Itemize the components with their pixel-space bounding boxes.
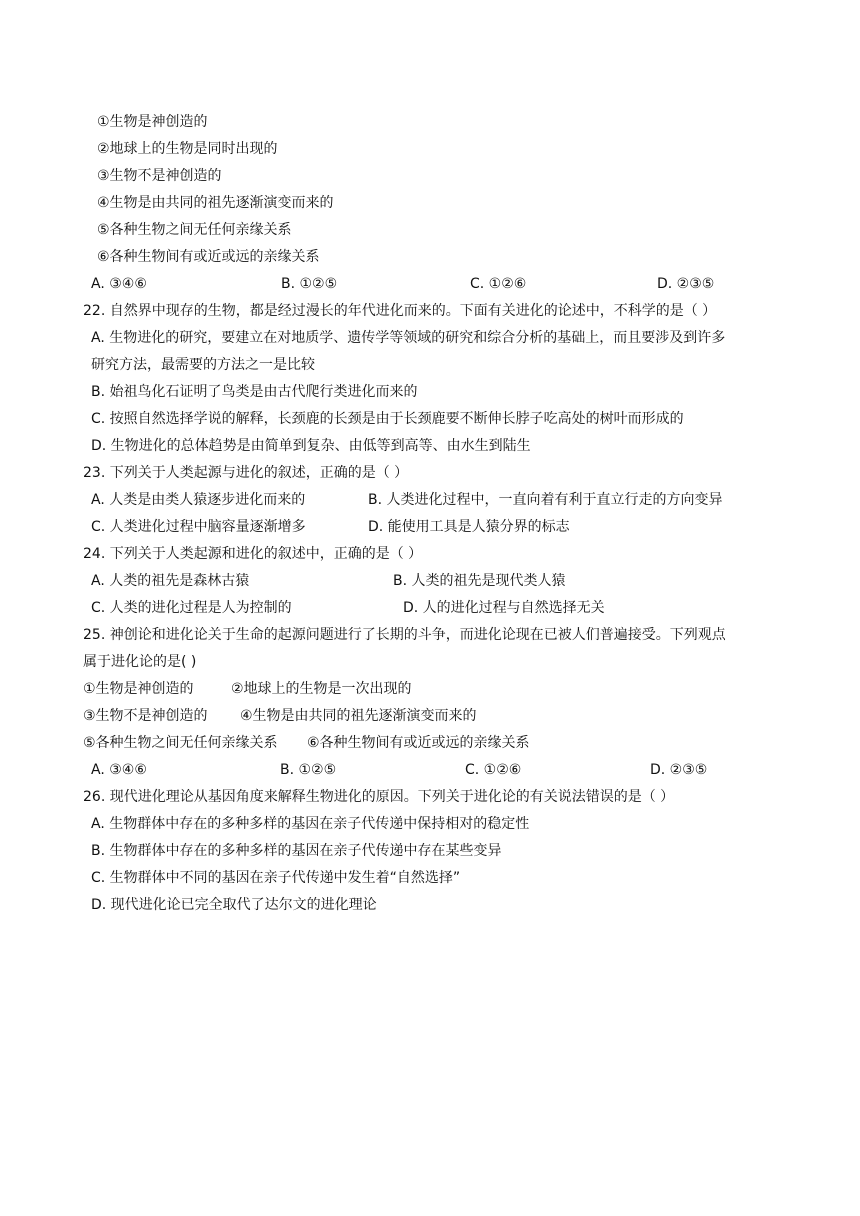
q21-statement-3: ③生物不是神创造的 [97,168,222,184]
q25-statement-5: ⑤各种生物之间无任何亲缘关系 [83,735,278,751]
q25-stem-continued: 属于进化论的是( ) [83,654,197,670]
q25-stem: 25. 神创论和进化论关于生命的起源问题进行了长期的斗争，而进化论现在已被人们普遍接受。下列观点 [83,627,726,643]
q26-option-c[interactable]: C. 生物群体中不同的基因在亲子代传递中发生着“自然选择” [91,870,461,886]
q25-statement-2: ②地球上的生物是一次出现的 [231,681,412,697]
q24-option-b[interactable]: B. 人类的祖先是现代类人猿 [393,573,566,589]
q26-option-d[interactable]: D. 现代进化论已完全取代了达尔文的进化理论 [91,897,377,913]
q22-option-c[interactable]: C. 按照自然选择学说的解释，长颈鹿的长颈是由于长颈鹿要不断伸长脖子吃高处的树叶而形成的 [91,411,684,427]
q23-option-b[interactable]: B. 人类进化过程中，一直向着有利于直立行走的方向变异 [368,492,723,508]
q21-statement-6: ⑥各种生物间有或近或远的亲缘关系 [97,249,320,265]
q23-option-c[interactable]: C. 人类进化过程中脑容量逐渐增多 [91,519,306,535]
q23-option-a[interactable]: A. 人类是由类人猿逐步进化而来的 [91,492,306,508]
q24-option-d[interactable]: D. 人的进化过程与自然选择无关 [403,600,605,616]
q23-stem: 23. 下列关于人类起源与进化的叙述，正确的是（ ） [83,465,409,481]
q22-option-b[interactable]: B. 始祖鸟化石证明了鸟类是由古代爬行类进化而来的 [91,384,418,400]
q22-option-a-continued: 研究方法，最需要的方法之一是比较 [91,357,315,373]
q23-option-d[interactable]: D. 能使用工具是人猿分界的标志 [368,519,570,535]
q25-statement-6: ⑥各种生物间有或近或远的亲缘关系 [307,735,530,751]
q21-statement-2: ②地球上的生物是同时出现的 [97,141,278,157]
q25-statement-4: ④生物是由共同的祖先逐渐演变而来的 [240,708,477,724]
q26-option-b[interactable]: B. 生物群体中存在的多种多样的基因在亲子代传递中存在某些变异 [91,843,502,859]
q22-option-d[interactable]: D. 生物进化的总体趋势是由简单到复杂、由低等到高等、由水生到陆生 [91,438,531,454]
q25-option-b[interactable]: B. ①②⑤ [280,762,337,778]
q25-option-a[interactable]: A. ③④⑥ [91,762,147,778]
q25-statement-3: ③生物不是神创造的 [83,708,208,724]
q25-option-c[interactable]: C. ①②⑥ [465,762,522,778]
q24-option-a[interactable]: A. 人类的祖先是森林古猿 [91,573,250,589]
q21-statement-4: ④生物是由共同的祖先逐渐演变而来的 [97,195,334,211]
q21-option-a[interactable]: A. ③④⑥ [91,276,147,292]
q22-option-a[interactable]: A. 生物进化的研究，要建立在对地质学、遗传学等领域的研究和综合分析的基础上，而且要涉及到许多 [91,330,726,346]
q21-option-d[interactable]: D. ②③⑤ [657,276,715,292]
q26-stem: 26. 现代进化理论从基因角度来解释生物进化的原因。下列关于进化论的有关说法错误的是（ ） [83,789,675,805]
q21-option-b[interactable]: B. ①②⑤ [281,276,338,292]
q25-statement-1: ①生物是神创造的 [83,681,194,697]
q24-stem: 24. 下列关于人类起源和进化的叙述中，正确的是（ ） [83,546,423,562]
q21-statement-5: ⑤各种生物之间无任何亲缘关系 [97,222,292,238]
q25-option-d[interactable]: D. ②③⑤ [650,762,708,778]
q24-option-c[interactable]: C. 人类的进化过程是人为控制的 [91,600,292,616]
q21-option-c[interactable]: C. ①②⑥ [470,276,527,292]
q26-option-a[interactable]: A. 生物群体中存在的多种多样的基因在亲子代传递中保持相对的稳定性 [91,816,530,832]
q21-statement-1: ①生物是神创造的 [97,114,208,130]
q22-stem: 22. 自然界中现存的生物，都是经过漫长的年代进化而来的。下面有关进化的论述中，不科学的是（ ） [83,303,717,319]
